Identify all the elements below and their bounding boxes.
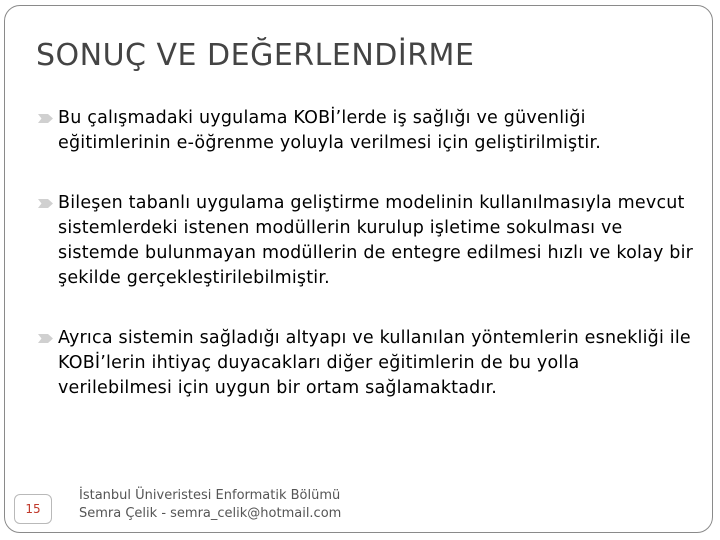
- bullet-text: Bileşen tabanlı uygulama geliştirme modelinin kullanılmasıyla mevcut sistemlerdeki istenen modüllerin kurulup işletime sokulması ve sistemde bulunmayan modüllerin de entegre edilmesi hızlı ve kolay bir şekilde gerçekleştirilebilmiştir.: [58, 193, 694, 288]
- ribbon-arrow-icon: [38, 113, 54, 124]
- bullet-text: Bu çalışmadaki uygulama KOBİ’lerde iş sağlığı ve güvenliği eğitimlerinin e-öğrenme yoluyla verilmesi için geliştirilmiştir.: [58, 108, 602, 153]
- footer-institution: İstanbul Üniveristesi Enformatik Bölümü: [79, 488, 341, 503]
- slide: [4, 5, 713, 533]
- footer-author: Semra Çelik - semra_celik@hotmail.com: [79, 506, 342, 521]
- page-number: 15: [14, 494, 52, 524]
- bullet-item: [38, 106, 698, 156]
- bullet-text: Ayrıca sistemin sağladığı altyapı ve kullanılan yöntemlerin esnekliği ile KOBİ’lerin ihtiyaç duyacakları diğer eğitimlerin de bu yolla verilebilmesi için uygun bir ortam sağlamaktadır.: [58, 328, 691, 398]
- footer: [79, 487, 341, 523]
- bullet-list: [38, 106, 698, 401]
- ribbon-arrow-icon: [38, 198, 54, 209]
- bullet-item: [38, 326, 698, 401]
- slide-title: SONUÇ VE DEĞERLENDİRME: [36, 38, 475, 73]
- bullet-item: [38, 191, 698, 291]
- ribbon-arrow-icon: [38, 333, 54, 344]
